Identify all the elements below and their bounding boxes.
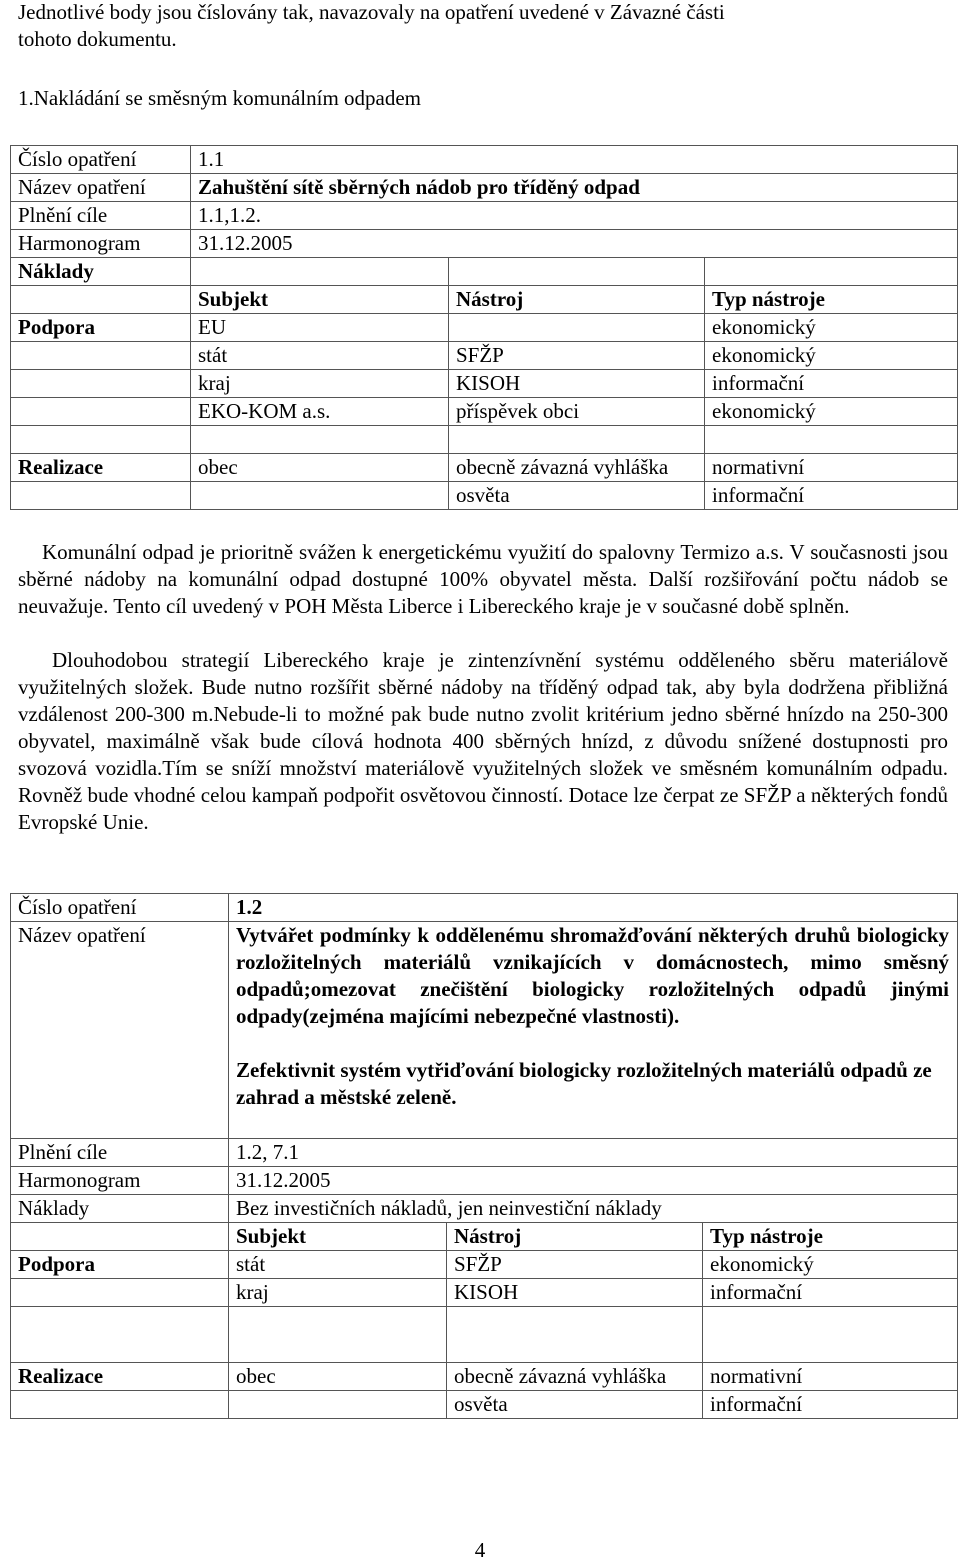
paragraph-2 [18, 647, 948, 836]
naklady-value: Bez investičních nákladů, jen neinvestiční náklady [229, 1195, 958, 1223]
cislo-value: 1.2 [229, 894, 958, 922]
realizace-typ: normativní [703, 1363, 958, 1391]
table-cell [11, 286, 191, 314]
plneni-label: Plnění cíle [11, 1139, 229, 1167]
cislo-label: Číslo opatření [11, 894, 229, 922]
table-cell: KISOH [449, 370, 705, 398]
table-cell: osvěta [449, 482, 705, 510]
table-cell [11, 370, 191, 398]
table-row [11, 1167, 958, 1195]
table-cell: informační [705, 370, 958, 398]
table-row [11, 146, 958, 174]
table-row [11, 230, 958, 258]
table-cell [191, 482, 449, 510]
table-cell [11, 398, 191, 426]
podpora-subjekt: stát [229, 1251, 447, 1279]
realizace-label: Realizace [11, 1363, 229, 1391]
row-value: 1.1,1.2. [191, 202, 958, 230]
realizace-nastroj: osvěta [447, 1391, 703, 1419]
table-row [11, 1223, 958, 1251]
table-cell: SFŽP [449, 342, 705, 370]
table-row [11, 202, 958, 230]
table-cell: Náklady [11, 258, 191, 286]
paragraph-2-text: Dlouhodobou strategií Libereckého kraje je zintenzívnění systému odděleného sběru materiálově využitelných složek. Bude nutno rozšířit sběrné nádoby na tříděný odpad tak, aby byla dodržena přibližná vzdálenost 200-300 m.Nebude-li to možné pak bude nutno zvolit kritérium jedno sběrné hnízdo na 250-300 obyvatel, maximálně však bude cílová hodnota 400 sběrných hnízd, z důvodu snížené dostupnosti pro svozová vozidla.Tím se sníží množství materiálově využitelných složek ve směsném komunálním odpadu. Rovněž bude vhodné celou kampaň podpořit osvětovou činností. Dotace lze čerpat ze SFŽP a některých fondů Evropské Unie. [18, 648, 948, 834]
table-cell [11, 426, 191, 454]
table-row [11, 482, 958, 510]
measure-table-2 [10, 893, 958, 1419]
table-cell: Podpora [11, 314, 191, 342]
table-cell: kraj [191, 370, 449, 398]
realizace-subjekt [229, 1391, 447, 1419]
table-cell: obec [191, 454, 449, 482]
row-value: 31.12.2005 [191, 230, 958, 258]
nazev-label: Název opatření [11, 922, 229, 1139]
podpora-typ: informační [703, 1279, 958, 1307]
table-row [11, 1307, 958, 1363]
paragraph-1-text: Komunální odpad je prioritně svážen k energetickému využití do spalovny Termizo a.s. V současnosti jsou sběrné nádoby na komunální odpad dostupné 100% obyvatel města. Další rozšiřování počtu nádob se neuvažuje. Tento cíl uvedený v POH Města Liberce i Libereckého kraje je v současné době splněn. [18, 540, 948, 618]
table-cell [191, 426, 449, 454]
table-cell: příspěvek obci [449, 398, 705, 426]
paragraph-1 [18, 539, 948, 620]
table-cell: Nástroj [449, 286, 705, 314]
section-heading: 1.Nakládání se směsným komunálním odpadem [18, 86, 422, 110]
table-row [11, 1195, 958, 1223]
table-cell: EU [191, 314, 449, 342]
table-row [11, 286, 958, 314]
row-label: Název opatření [11, 174, 191, 202]
header-subjekt: Subjekt [229, 1223, 447, 1251]
table-cell: Subjekt [191, 286, 449, 314]
nazev-value-2: Zefektivnit systém vytřiďování biologicky rozložitelných materiálů odpadů ze zahrad a městské zeleně. [236, 1058, 932, 1109]
intro-line-2: tohoto dokumentu. [18, 27, 177, 51]
table-row [11, 314, 958, 342]
table-row [11, 174, 958, 202]
table-cell [449, 314, 705, 342]
measure-table-1 [10, 145, 958, 510]
realizace-typ: informační [703, 1391, 958, 1419]
table-row [11, 1251, 958, 1279]
table-cell: ekonomický [705, 314, 958, 342]
row-value: 1.1 [191, 146, 958, 174]
table-cell [705, 426, 958, 454]
table-row [11, 258, 958, 286]
table-row [11, 1391, 958, 1419]
table-row [11, 1363, 958, 1391]
table-cell: ekonomický [705, 342, 958, 370]
table-cell: Realizace [11, 454, 191, 482]
podpora-subjekt: kraj [229, 1279, 447, 1307]
table-cell: EKO-KOM a.s. [191, 398, 449, 426]
table-row [11, 426, 958, 454]
harmonogram-value: 31.12.2005 [229, 1167, 958, 1195]
header-typ: Typ nástroje [703, 1223, 958, 1251]
table-row [11, 1279, 958, 1307]
table-cell: Typ nástroje [705, 286, 958, 314]
table-cell [449, 258, 705, 286]
header-nastroj: Nástroj [447, 1223, 703, 1251]
podpora-nastroj: SFŽP [447, 1251, 703, 1279]
table-row [11, 1139, 958, 1167]
table-row [11, 342, 958, 370]
table-cell [705, 258, 958, 286]
table-cell [11, 342, 191, 370]
podpora-typ: ekonomický [703, 1251, 958, 1279]
podpora-nastroj: KISOH [447, 1279, 703, 1307]
nazev-value-1: Vytvářet podmínky k oddělenému shromažďování některých druhů biologicky rozložitelných materiálů vznikajících v domácnostech, mimo směsný odpadů;omezovat znečištění biologicky rozložitelných odpadů jinými odpady(zejména majícími nebezpečné vlastnosti). [236, 923, 950, 1028]
table-row [11, 922, 958, 1139]
table-row [11, 398, 958, 426]
row-label: Plnění cíle [11, 202, 191, 230]
table-cell [449, 426, 705, 454]
table-cell: obecně závazná vyhláška [449, 454, 705, 482]
table-row [11, 894, 958, 922]
page-number: 4 [474, 1538, 486, 1562]
table-row [11, 454, 958, 482]
table-row [11, 370, 958, 398]
row-label: Číslo opatření [11, 146, 191, 174]
podpora-label: Podpora [11, 1251, 229, 1279]
table-cell [11, 482, 191, 510]
intro-line-1: Jednotlivé body jsou číslovány tak, navazovaly na opatření uvedené v Závazné části [18, 0, 725, 24]
nazev-value [229, 922, 958, 1139]
realizace-subjekt: obec [229, 1363, 447, 1391]
naklady-label: Náklady [11, 1195, 229, 1223]
table-cell: normativní [705, 454, 958, 482]
row-label: Harmonogram [11, 230, 191, 258]
realizace-nastroj: obecně závazná vyhláška [447, 1363, 703, 1391]
harmonogram-label: Harmonogram [11, 1167, 229, 1195]
table-cell [191, 258, 449, 286]
table-cell: stát [191, 342, 449, 370]
table-cell: ekonomický [705, 398, 958, 426]
table-cell: informační [705, 482, 958, 510]
plneni-value: 1.2, 7.1 [229, 1139, 958, 1167]
row-value: Zahuštění sítě sběrných nádob pro tříděný odpad [191, 174, 958, 202]
